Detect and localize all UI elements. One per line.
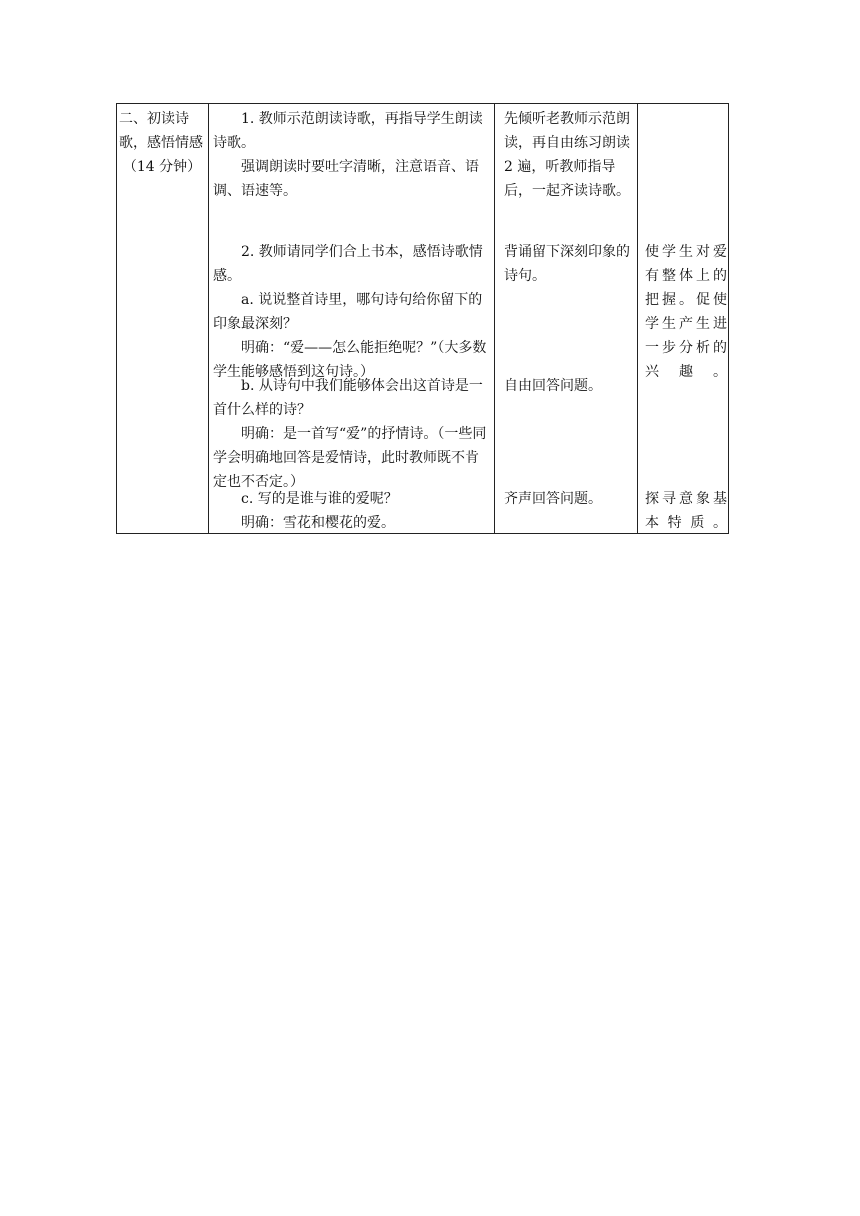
- section-title: 二、初读诗歌，感悟情感: [119, 111, 203, 151]
- column-divider: [208, 104, 209, 533]
- teacher-activity-2: [213, 240, 491, 384]
- lesson-table: [116, 103, 729, 534]
- teacher-text: 2. 教师请同学们合上书本，感悟诗歌情感。: [213, 244, 483, 284]
- teacher-activity-1: [213, 107, 491, 203]
- student-text: 背诵留下深刻印象的诗句。: [504, 244, 630, 284]
- intent-text: 探寻意象基本特质。: [645, 491, 727, 531]
- teacher-text: a. 说说整首诗里，哪句诗句给你留下的印象最深刻？: [213, 292, 483, 332]
- intent-text: 使学生对爱有整体上的把握。促使学生产生进一步分析的兴趣。: [645, 244, 727, 380]
- column-divider: [494, 104, 495, 533]
- teacher-text: b. 从诗句中我们能够体会出这首诗是一首什么样的诗？: [213, 378, 483, 418]
- student-activity-2: [504, 240, 634, 288]
- design-intent-2: [645, 487, 727, 535]
- design-intent-1: [645, 240, 727, 384]
- teacher-text: 明确：雪花和樱花的爱。: [241, 515, 395, 531]
- student-text: 先倾听老教师示范朗读，再自由练习朗读 2 遍，听教师指导后，一起齐读诗歌。: [504, 111, 630, 199]
- student-text: 自由回答问题。: [504, 378, 602, 394]
- teacher-text: 强调朗读时要吐字清晰，注意语音、语调、语速等。: [213, 159, 479, 199]
- teacher-text: 明确：“爱——怎么能拒绝呢？”（大多数学生能够感悟到这句诗。）: [213, 340, 487, 380]
- student-activity-1: [504, 107, 634, 203]
- teacher-activity-4: [213, 487, 491, 535]
- teacher-text: c. 写的是谁与谁的爱呢？: [241, 491, 398, 507]
- teacher-text: 1. 教师示范朗读诗歌，再指导学生朗读诗歌。: [213, 111, 483, 151]
- column-divider: [637, 104, 638, 533]
- teacher-activity-3: [213, 374, 491, 494]
- teacher-text: 明确：是一首写“爱”的抒情诗。（一些同学会明确地回答是爱情诗，此时教师既不肯定也不否定。）: [213, 426, 487, 490]
- section-time: （14 分钟）: [122, 159, 202, 175]
- student-activity-3: [504, 374, 634, 398]
- student-text: 齐声回答问题。: [504, 491, 602, 507]
- section-cell: [119, 107, 205, 179]
- student-activity-4: [504, 487, 634, 511]
